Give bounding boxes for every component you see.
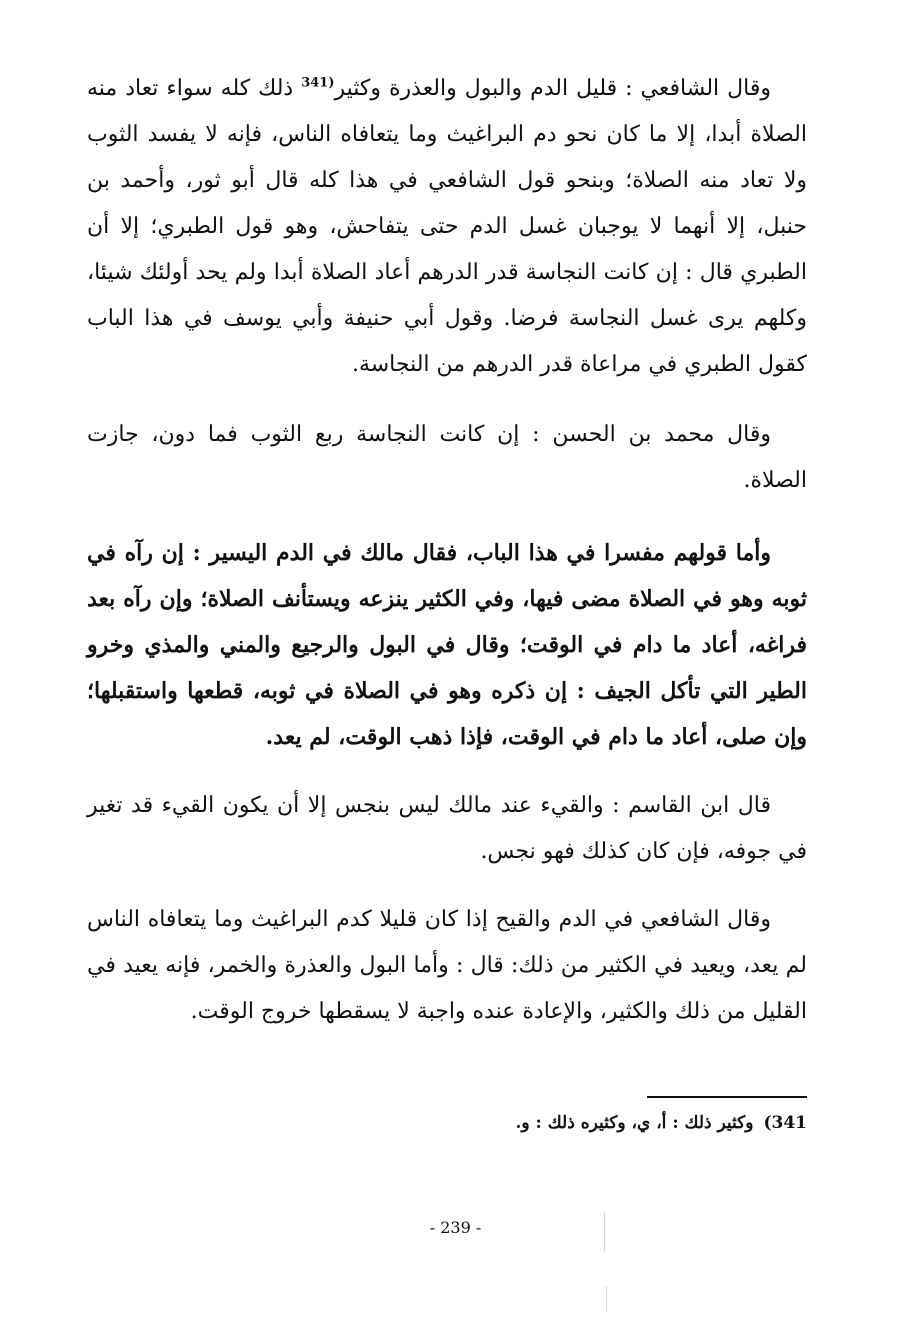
footnote (87, 1108, 807, 1138)
paragraph-ibn-al-qasim: قال ابن القاسم : والقيء عند مالك ليس بنجس إلا أن يكون القيء قد تغير في جوفه، فإن كان كذلك فهو نجس. (87, 793, 807, 864)
footnote-number: (341 (763, 1113, 807, 1133)
scan-artifact-line (606, 1286, 607, 1312)
paragraph-shafii-pus-blood: وقال الشافعي في الدم والقيح إذا كان قليلا كدم البراغيث وما يتعافاه الناس لم يعد، ويعيد في الكثير من ذلك: قال : وأما البول والعذرة والخمر، فإنه يعيد في القليل من ذلك والكثير، والإعادة عنده واجبة لا يسقطها خروج الوقت. (87, 907, 807, 1024)
paragraph-malik-explanation: وأما قولهم مفسرا في هذا الباب، فقال مالك في الدم اليسير : إن رآه في ثوبه وهو في الصلاة مضى فيها، وفي الكثير ينزعه ويستأنف الصلاة؛ وإن رآه بعد فراغه، أعاد ما دام في الوقت؛ وقال في البول والرجيع والمني والمذي وخرو الطير التي تأكل الجيف : إن ذكره وهو في الصلاة في ثوبه، قطعها واستقبلها؛ وإن صلى، أعاد ما دام في الوقت، فإذا ذهب الوقت، لم يعد. (87, 540, 807, 750)
page-number: - 239 - (429, 1218, 482, 1237)
scan-artifact-line (604, 1212, 605, 1252)
paragraph1-text-end: ذلك كله سواء تعاد منه الصلاة أبدا، إلا ما كان نحو دم البراغيث وما يتعافاه الناس، فإنه لا يفسد الثوب ولا تعاد منه الصلاة؛ وبنحو قول الشافعي في هذا كله قال أبو ثور، وأحمد بن حنبل، إلا أنهما لا يوجبان غسل الدم حتى يتفاحش، وهو قول الطبري؛ إلا أن الطبري قال : إن كانت النجاسة قدر الدرهم أعاد الصلاة أبدا ولم يحد أولئك شيئا، وكلهم يرى غسل النجاسة فرضا. وقول أبي حنيفة وأبي يوسف في هذا الباب كقول الطبري في مراعاة قدر الدرهم من النجاسة. (87, 76, 807, 377)
footnote-text: وكثير ذلك : أ، ي، وكثيره ذلك : و. (515, 1113, 754, 1133)
paragraph1-text-start: وقال الشافعي : قليل الدم والبول والعذرة وكثير (334, 76, 771, 101)
footnote-reference-341: (341 (301, 75, 335, 91)
footnote-separator-line (647, 1096, 807, 1098)
paragraph-muhammad-ibn-al-hasan: وقال محمد بن الحسن : إن كانت النجاسة ربع الثوب فما دون، جازت الصلاة. (87, 422, 807, 493)
paragraph-shafii-blood-urine (87, 66, 807, 388)
